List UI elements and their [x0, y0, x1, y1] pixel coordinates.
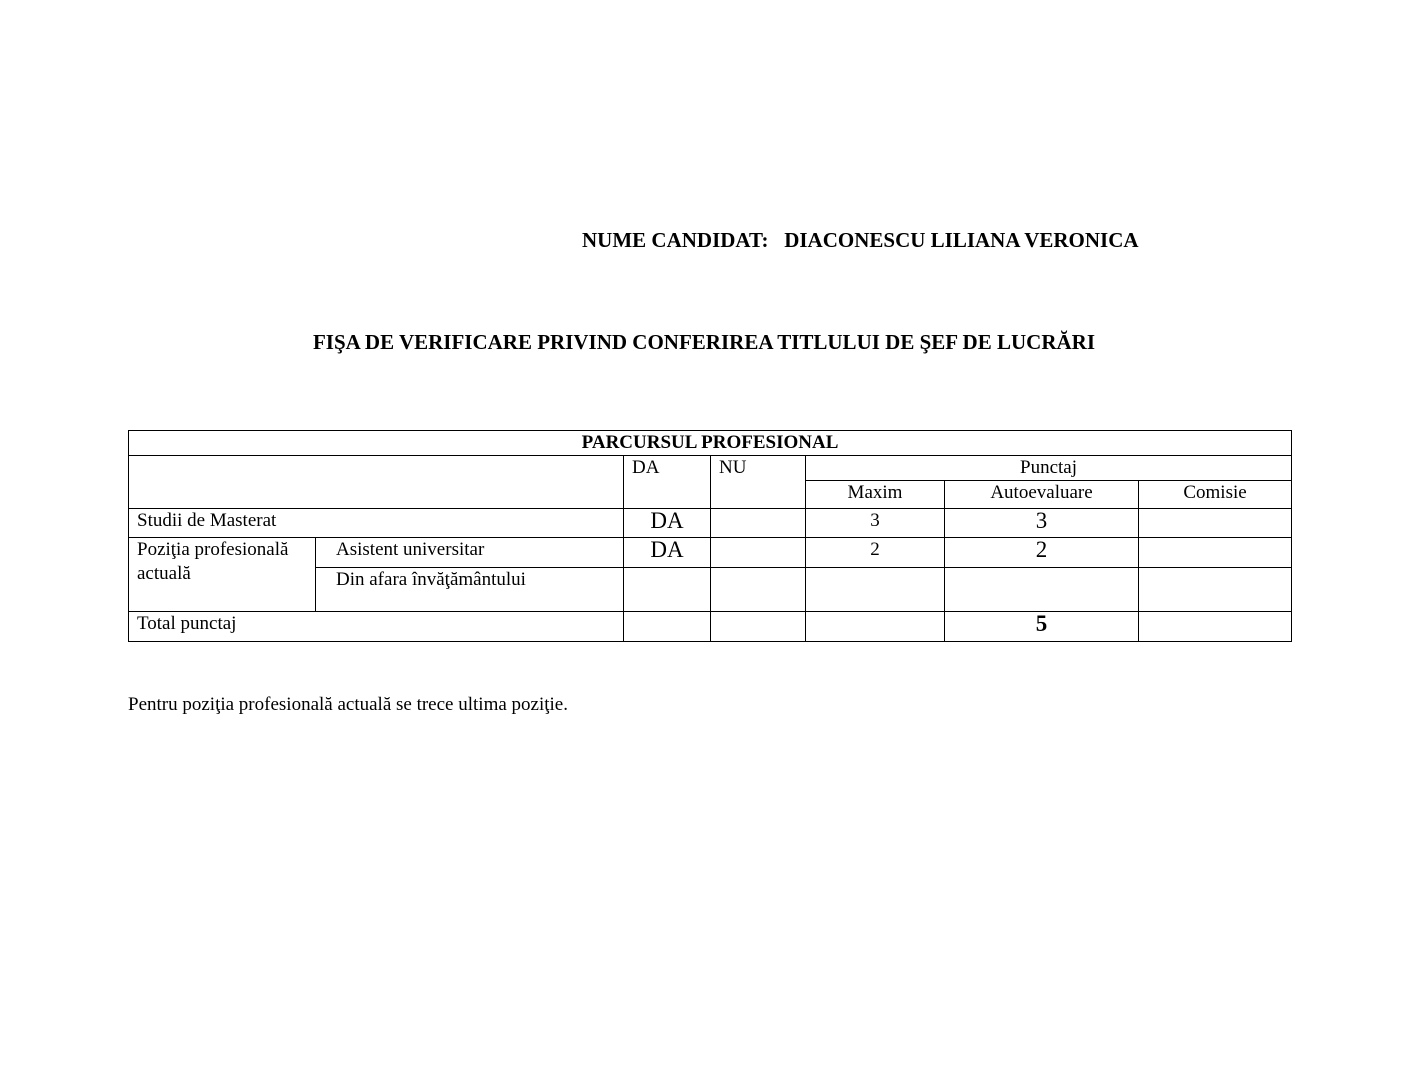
col-da-header: DA [624, 456, 711, 509]
row-afara-label: Din afara învăţământului [316, 568, 624, 612]
row-masterat-maxim: 3 [806, 509, 945, 538]
row-afara-nu [711, 568, 806, 612]
verification-table [128, 430, 1292, 642]
row-asistent-maxim: 2 [806, 538, 945, 568]
col-nu-header: NU [711, 456, 806, 509]
row-total-da [624, 612, 711, 642]
col-comisie-header: Comisie [1139, 481, 1292, 509]
row-masterat-label: Studii de Masterat [129, 509, 624, 538]
row-masterat-da: DA [624, 509, 711, 538]
row-asistent-nu [711, 538, 806, 568]
row-masterat-comisie [1139, 509, 1292, 538]
row-afara-autoevaluare [945, 568, 1139, 612]
row-total-label: Total punctaj [129, 612, 624, 642]
row-asistent-autoevaluare: 2 [945, 538, 1139, 568]
table-row-total [129, 612, 1292, 642]
pozitie-label: Poziţia profesională actuală [129, 538, 316, 612]
section-title: PARCURSUL PROFESIONAL [129, 431, 1292, 456]
row-asistent-da: DA [624, 538, 711, 568]
row-asistent-comisie [1139, 538, 1292, 568]
col-punctaj-header: Punctaj [806, 456, 1292, 481]
row-total-maxim [806, 612, 945, 642]
row-masterat-nu [711, 509, 806, 538]
row-afara-da [624, 568, 711, 612]
row-masterat-autoevaluare: 3 [945, 509, 1139, 538]
document-title: FIŞA DE VERIFICARE PRIVIND CONFERIREA TITLULUI DE ŞEF DE LUCRĂRI [312, 330, 1095, 354]
row-afara-comisie [1139, 568, 1292, 612]
table-row-masterat [129, 509, 1292, 538]
candidate-label: NUME CANDIDAT: [582, 228, 769, 252]
table-row-asistent [129, 538, 1292, 568]
header-empty-cell [129, 456, 624, 509]
candidate-line [582, 228, 1139, 253]
row-total-autoevaluare: 5 [945, 612, 1139, 642]
row-afara-maxim [806, 568, 945, 612]
row-asistent-label: Asistent universitar [316, 538, 624, 568]
footnote: Pentru poziţia profesională actuală se trece ultima poziţie. [128, 694, 568, 715]
col-autoevaluare-header: Autoevaluare [945, 481, 1139, 509]
candidate-name: DIACONESCU LILIANA VERONICA [784, 228, 1139, 252]
col-maxim-header: Maxim [806, 481, 945, 509]
row-total-comisie [1139, 612, 1292, 642]
row-total-nu [711, 612, 806, 642]
